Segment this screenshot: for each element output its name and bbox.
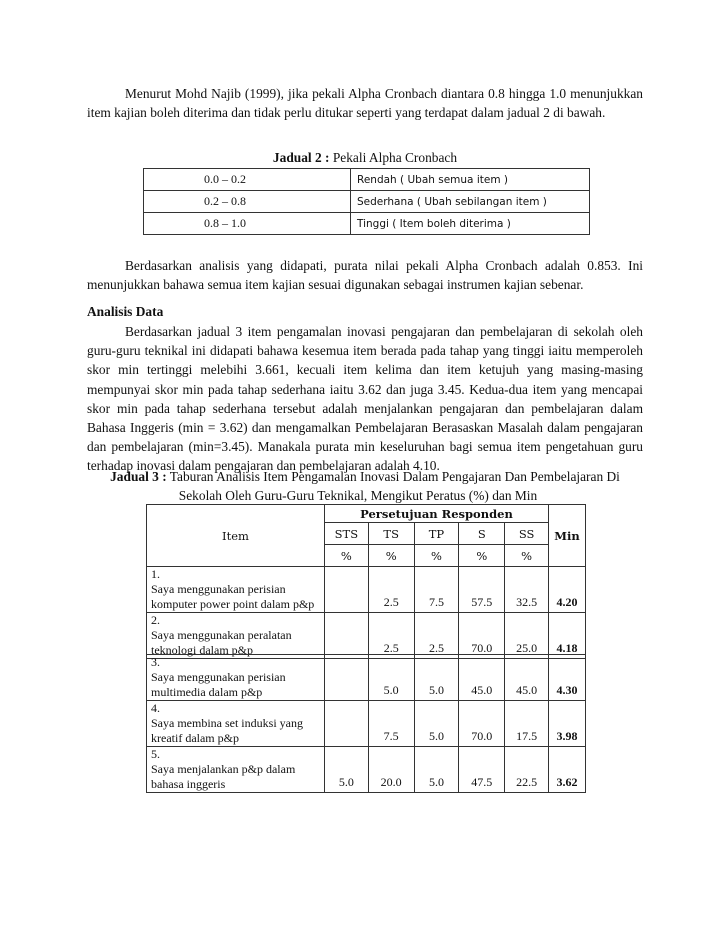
table-row	[144, 169, 590, 191]
alpha-cronbach-table	[143, 168, 590, 235]
intro-paragraph	[87, 84, 643, 122]
unit-cell: %	[324, 545, 368, 567]
value-cell: 2.5	[368, 567, 414, 613]
value-cell: 17.5	[505, 701, 549, 747]
value-cell: 45.0	[505, 655, 549, 701]
table-row	[144, 213, 590, 235]
value-cell: 25.0	[505, 613, 549, 659]
table-row	[147, 701, 586, 747]
min-cell: 4.18	[549, 613, 586, 659]
value-cell: 47.5	[459, 747, 505, 793]
analysis-paragraph	[87, 256, 643, 294]
value-cell: 2.5	[414, 613, 459, 659]
value-cell: 32.5	[505, 567, 549, 613]
item-cell: 2.Saya menggunakan peralatan teknologi dalam p&p	[147, 613, 325, 659]
value-cell: 57.5	[459, 567, 505, 613]
column-header: STS	[324, 523, 368, 545]
column-header: TP	[414, 523, 459, 545]
value-cell	[324, 655, 368, 701]
table-row	[147, 613, 586, 659]
section-heading: Analisis Data	[87, 304, 164, 319]
item-header: Item	[147, 505, 325, 567]
table-row	[147, 655, 586, 701]
table2-caption	[87, 150, 643, 166]
practice-table-upper	[146, 504, 586, 659]
column-header: SS	[505, 523, 549, 545]
unit-cell: %	[368, 545, 414, 567]
value-cell: 7.5	[414, 567, 459, 613]
table3-caption-label: Jadual 3 :	[110, 469, 167, 484]
table-row	[147, 567, 586, 613]
respondent-agreement-header: Persetujuan Responden	[324, 505, 548, 523]
item-cell: 4.Saya membina set induksi yang kreatif dalam p&p	[147, 701, 325, 747]
table3-caption-text: Taburan Analisis Item Pengamalan Inovasi Dalam Pengajaran Dan Pembelajaran Di	[169, 469, 620, 484]
table-row	[147, 747, 586, 793]
item-cell: 1.Saya menggunakan perisian komputer power point dalam p&p	[147, 567, 325, 613]
min-cell: 4.20	[549, 567, 586, 613]
table3-caption-line2: Sekolah Oleh Guru-Guru Teknikal, Mengikut Peratus (%) dan Min	[178, 488, 538, 503]
data-analysis-paragraph-text: Berdasarkan jadual 3 item pengamalan inovasi pengajaran dan pembelajaran di sekolah oleh guru-guru teknikal ini didapati bahawa kesemua item berada pada tahap yang tinggi iaitu memperoleh skor min tertinggi melebihi 3.661, kecuali item kelima dan item ketujuh yang masing-masing mempunyai skor min pada tahap sederhana iaitu 3.62 dan juga 3.45. Kedua-dua item yang mencapai skor min pada tahap sederhana tersebut adalah menjalankan pengajaran dan pembelajaran dalam Bahasa Inggeris (min = 3.62) dan mengamalkan Pembelajaran Berasaskan Masalah dalam pengajaran dan pembelajaran (min=3.45). Manakala purata min keseluruhan bagi semua item pengetahuan guru terhadap inovasi dalam pengajaran dan pembelajaran adalah 4.10.	[87, 324, 643, 474]
value-cell: 5.0	[414, 655, 459, 701]
range-cell: 0.8 – 1.0	[144, 213, 351, 235]
description-cell: Rendah ( Ubah semua item )	[351, 169, 590, 191]
unit-cell: %	[414, 545, 459, 567]
item-cell: 5.Saya menjalankan p&p dalam bahasa inggeris	[147, 747, 325, 793]
column-header: S	[459, 523, 505, 545]
value-cell: 22.5	[505, 747, 549, 793]
intro-paragraph-text: Menurut Mohd Najib (1999), jika pekali Alpha Cronbach diantara 0.8 hingga 1.0 menunjukkan item kajian boleh diterima dan tidak perlu ditukar seperti yang terdapat dalam jadual 2 di bawah.	[87, 86, 643, 121]
unit-cell: %	[459, 545, 505, 567]
value-cell: 45.0	[459, 655, 505, 701]
range-cell: 0.2 – 0.8	[144, 191, 351, 213]
value-cell: 70.0	[459, 613, 505, 659]
min-header: Min	[549, 505, 586, 567]
value-cell	[324, 613, 368, 659]
value-cell: 20.0	[368, 747, 414, 793]
range-cell: 0.0 – 0.2	[144, 169, 351, 191]
value-cell: 5.0	[414, 747, 459, 793]
table-row	[144, 191, 590, 213]
table3-caption-line1	[87, 467, 643, 486]
data-analysis-paragraph	[87, 322, 643, 476]
group-header-row	[147, 505, 586, 523]
column-header: TS	[368, 523, 414, 545]
table2-caption-label: Jadual 2 :	[272, 150, 330, 165]
value-cell	[324, 567, 368, 613]
value-cell: 5.0	[368, 655, 414, 701]
value-cell: 5.0	[414, 701, 459, 747]
item-cell: 3.Saya menggunakan perisian multimedia dalam p&p	[147, 655, 325, 701]
table3-caption	[87, 467, 643, 505]
value-cell: 2.5	[368, 613, 414, 659]
value-cell: 7.5	[368, 701, 414, 747]
unit-cell: %	[505, 545, 549, 567]
min-cell: 3.62	[549, 747, 586, 793]
description-cell: Sederhana ( Ubah sebilangan item )	[351, 191, 590, 213]
value-cell: 70.0	[459, 701, 505, 747]
practice-table-lower	[146, 654, 586, 793]
value-cell: 5.0	[324, 747, 368, 793]
value-cell	[324, 701, 368, 747]
description-cell: Tinggi ( Item boleh diterima )	[351, 213, 590, 235]
min-cell: 4.30	[549, 655, 586, 701]
analysis-paragraph-text: Berdasarkan analisis yang didapati, purata nilai pekali Alpha Cronbach adalah 0.853. Ini menunjukkan bahawa semua item kajian sesuai digunakan sebagai instrumen kajian sebenar.	[87, 258, 643, 293]
table2-caption-text: Pekali Alpha Cronbach	[332, 150, 458, 165]
min-cell: 3.98	[549, 701, 586, 747]
